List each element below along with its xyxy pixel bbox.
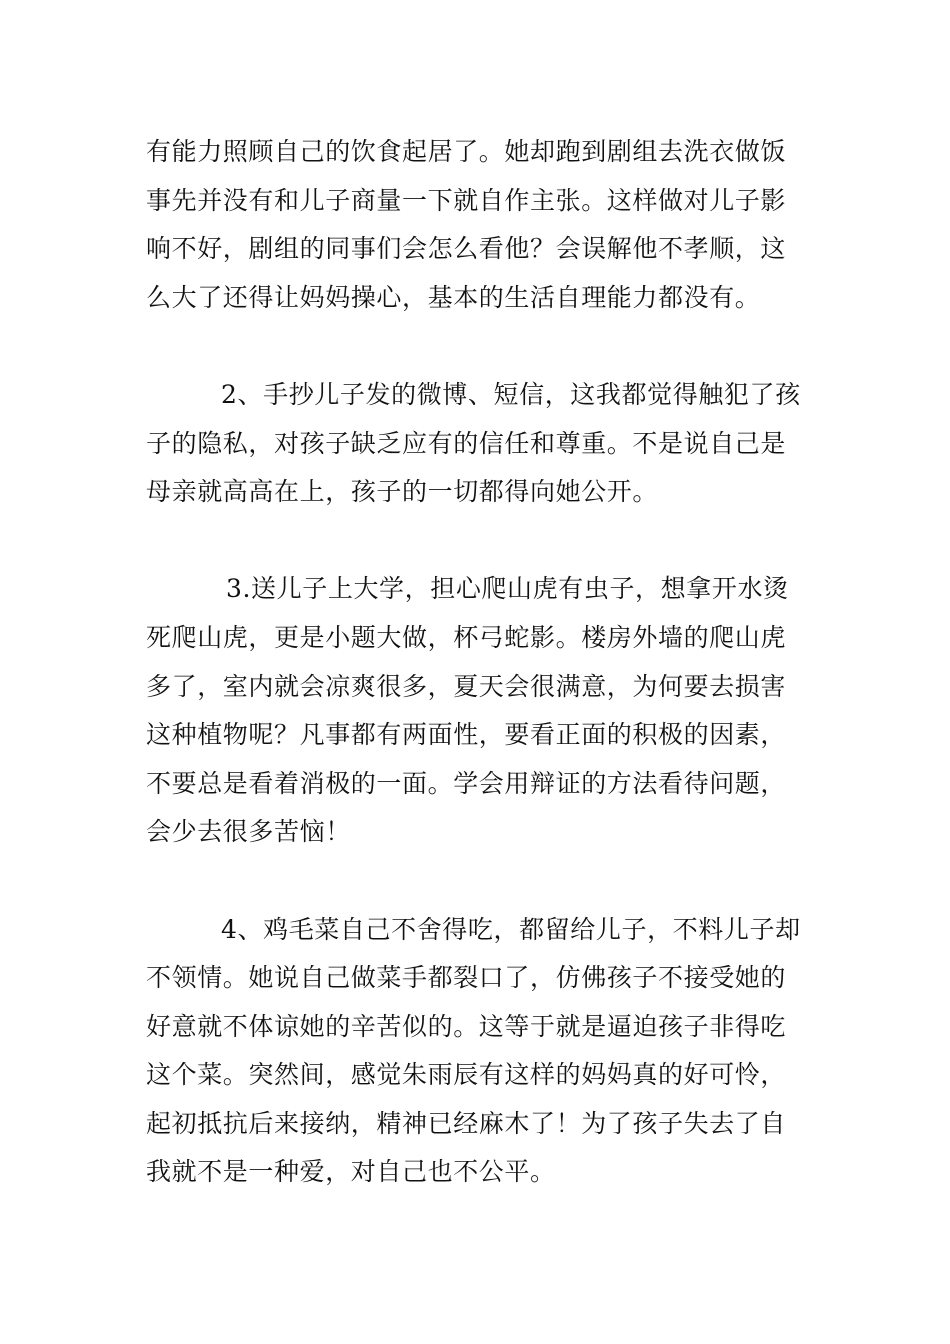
text-line: 不要总是看着消极的一面。学会用辩证的方法看待问题， [146,768,787,798]
text-line: 不领情。她说自己做菜手都裂口了，仿佛孩子不接受她的 [146,963,787,993]
text-line: 多了，室内就会凉爽很多，夏天会很满意，为何要去损害 [146,671,787,701]
text-line: 有能力照顾自己的饮食起居了。她却跑到剧组去洗衣做饭 [146,137,787,166]
paragraph-3 [146,565,810,857]
paragraph-gap [146,857,810,906]
text-line: 么大了还得让妈妈操心，基本的生活自理能力都没有。 [146,282,761,312]
text-line: 母亲就高高在上，孩子的一切都得向她公开。 [146,477,659,507]
text-line: 子的隐私，对孩子缺乏应有的信任和尊重。不是说自己是 [146,428,787,458]
text-line: 死爬山虎，更是小题大做，杯弓蛇影。楼房外墙的爬山虎 [146,622,787,652]
text-line: 这种植物呢？凡事都有两面性，要看正面的积极的因素， [146,720,787,750]
text-line: 这个菜。突然间，感觉朱雨辰有这样的妈妈真的好可怜， [146,1060,787,1090]
text-line: 好意就不体谅她的辛苦似的。这等于就是逼迫孩子非得吃 [146,1011,787,1041]
paragraph-gap [146,517,810,566]
text-line: 会少去很多苦恼！ [146,817,351,847]
text-line: 3.送儿子上大学，担心爬山虎有虫子，想拿开水烫 [226,574,789,604]
text-line: 起初抵抗后来接纳，精神已经麻木了！为了孩子失去了自 [146,1108,787,1138]
paragraph-1 [146,128,810,322]
text-line: 响不好，剧组的同事们会怎么看他？会误解他不孝顺，这 [146,234,787,264]
text-line: 2、手抄儿子发的微博、短信，这我都觉得触犯了孩 [221,379,801,409]
paragraph-4 [146,906,810,1198]
text-line: 4、鸡毛菜自己不舍得吃，都留给儿子，不料儿子却 [221,914,801,944]
body-text [146,128,810,1197]
paragraph-2 [146,371,810,517]
text-line: 事先并没有和儿子商量一下就自作主张。这样做对儿子影 [146,185,787,215]
text-line: 我就不是一种爱，对自己也不公平。 [146,1157,556,1187]
paragraph-gap [146,322,810,371]
